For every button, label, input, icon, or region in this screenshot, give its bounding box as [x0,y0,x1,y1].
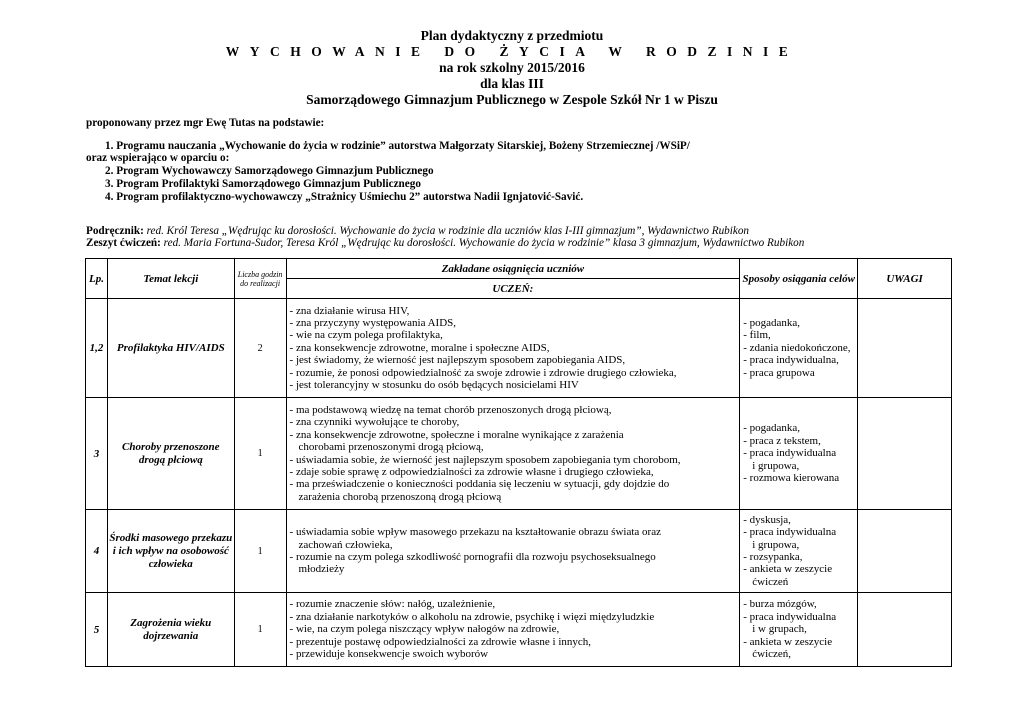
goal-item: - jest tolerancyjny w stosunku do osób będących nosicielami HIV [289,379,579,392]
method-item: - praca indywidualna, [743,354,839,367]
method-item: - praca indywidualna [743,526,837,539]
goal-item: - zna konsekwencje zdrowotne, społeczne i moralne wynikające z zarażenia [289,428,624,441]
goal-item: zachowań człowieka, [298,538,393,551]
row-notes [858,510,952,593]
intro-program-3: 3. Program Profilaktyki Samorządowego Gimnazjum Publicznego [105,177,421,190]
textbook-label: Podręcznik: [86,225,144,237]
intro-program-1: 1. Programu nauczania „Wychowanie do życia w rodzinie” autorstwa Małgorzaty Sitarskiej, Bożeny Strzemiecznej /WSiP/ [105,139,690,152]
row-hours: 1 [234,398,286,510]
row-goals [286,510,740,593]
goal-item: chorobami przenoszonymi drogą płciową, [298,441,484,454]
row-hours: 1 [234,593,286,667]
method-item: - pogadanka, [743,422,801,435]
method-item: - praca z tekstem, [743,434,821,447]
row-goals [286,299,740,398]
textbook-text: red. Król Teresa „Wędrując ku dorosłości. Wychowanie do życia w rodzinie dla uczniów klas I-III gimnazjum”, Wydawnictwo Rubikon [143,225,750,237]
row-topic: Środki masowego przekazu i ich wpływ na osobowość człowieka [107,510,234,593]
table-row [86,299,952,398]
goal-item: - zdaje sobie sprawę z odpowiedzialności za zdrowie własne i drugiego człowieka, [289,465,654,478]
goal-item: - rozumie znaczenie słów: nałóg, uzależnienie, [289,598,496,611]
goal-item: - zna konsekwencje zdrowotne, moralne i społeczne AIDS, [289,341,550,354]
intro-proposed: proponowany przez mgr Ewę Tutas na podstawie: [86,117,325,129]
method-item: - burza mózgów, [743,598,817,611]
col-header-notes: UWAGI [858,259,952,299]
method-item: ćwiczeń, [752,648,792,661]
row-notes [858,299,952,398]
row-methods [740,593,858,667]
workbook-line [86,237,1006,249]
row-methods [740,299,858,398]
method-item: - zdania niedokończone, [743,341,851,354]
method-item: - praca grupowa [743,366,815,379]
goal-item: zarażenia chorobą przenoszoną drogą płciową [298,490,502,503]
method-item: - rozsypanka, [743,551,803,563]
header-school: Samorządowego Gimnazjum Publicznego w Zespole Szkół Nr 1 w Piszu [306,92,718,107]
col-header-methods: Sposoby osiągania celów [740,259,858,299]
method-item: - pogadanka, [743,316,801,329]
intro-support: oraz wspierająco w oparciu o: [86,152,230,165]
goal-item: - wie na czym polega profilaktyka, [289,329,443,342]
method-item: i w grupach, [752,623,807,636]
method-item: - film, [743,329,771,342]
goal-item: - zna działanie wirusa HIV, [289,304,410,317]
method-item: - dyskusja, [743,513,791,526]
row-goals [286,398,740,510]
goal-item: młodzieży [298,563,345,576]
references [86,225,1006,250]
intro-section [86,117,986,203]
workbook-label: Zeszyt ćwiczeń: [86,237,161,250]
row-notes [858,398,952,510]
goal-item: - ma podstawową wiedzę na temat chorób przenoszonych drogą płciową, [289,403,612,416]
col-header-hours: Liczba godzin do realizacji [234,259,286,299]
goal-item: - przewiduje konsekwencje swoich wyborów [289,648,489,661]
header-class: dla klas III [480,76,544,91]
method-item: i grupowa, [752,538,800,551]
goal-item: - zna działanie narkotyków o alkoholu na zdrowie, psychikę i więzi międzyludzkie [289,610,655,623]
goal-item: - prezentuje postawę odpowiedzialności za zdrowie własne i innych, [289,635,592,648]
row-methods [740,398,858,510]
goal-item: - uświadamia sobie wpływ masowego przekazu na kształtowanie obrazu świata oraz [289,526,661,539]
row-lp: 4 [86,510,108,593]
header-subject: WYCHOWANIE DO ŻYCIA W RODZINIE [225,44,799,59]
intro-program-4: 4. Program profilaktyczno-wychowawczy „Strażnicy Uśmiechu 2” autorstwa Nadii Ignjatović-Savić. [105,190,584,203]
row-hours: 2 [234,299,286,398]
method-item: - ankieta w zeszycie [743,563,833,576]
workbook-text: red. Maria Fortuna-Sudor, Teresa Król „Wędrując ku dorosłości. Wychowanie do życia w rodzinie” klasa 3 gimnazjum, Wydawnictwo Rubikon [160,237,805,250]
col-header-goals: Zakładane osiągnięcia uczniów [286,259,740,279]
col-header-topic: Temat lekcji [107,259,234,299]
document-header [0,0,1024,108]
intro-program-2: 2. Program Wychowawczy Samorządowego Gimnazjum Publicznego [105,165,434,178]
method-item: - praca indywidualna [743,447,837,460]
header-school-year: na rok szkolny 2015/2016 [439,60,585,75]
goal-item: - zna przyczyny występowania AIDS, [289,316,457,329]
goal-item: - rozumie na czym polega szkodliwość pornografii dla rozwoju psychoseksualnego [289,551,656,563]
row-goals [286,593,740,667]
row-topic: Choroby przenoszone drogą płciową [107,398,234,510]
goal-item: - uświadamia sobie, że wierność jest najlepszym sposobem zapobiegania tym chorobom, [289,453,681,466]
row-lp: 3 [86,398,108,510]
goal-item: - ma przeświadczenie o konieczności poddania się leczeniu w sytuacji, gdy dojdzie do [289,478,670,491]
row-hours: 1 [234,510,286,593]
goal-item: - jest świadomy, że wierność jest najlepszym sposobem zapobiegania AIDS, [289,354,626,367]
method-item: - praca indywidualna [743,610,837,623]
goal-item: - wie, na czym polega niszczący wpływ nałogów na zdrowie, [289,623,560,636]
row-topic: Profilaktyka HIV/AIDS [107,299,234,398]
col-header-student: UCZEŃ: [286,279,740,299]
header-title: Plan dydaktyczny z przedmiotu [420,28,604,43]
table-row [86,593,952,667]
row-lp: 1,2 [86,299,108,398]
row-notes [858,593,952,667]
method-item: - rozmowa kierowana [743,472,840,485]
table-row [86,510,952,593]
method-item: - ankieta w zeszycie [743,635,833,648]
table-row [86,398,952,510]
row-methods [740,510,858,593]
col-header-lp: Lp. [86,259,108,299]
textbook-line [86,225,1006,237]
method-item: ćwiczeń [752,575,789,588]
goal-item: - rozumie, że ponosi odpowiedzialność za swoje zdrowie i zdrowie drugiego człowieka, [289,366,677,379]
row-topic: Zagrożenia wieku dojrzewania [107,593,234,667]
goal-item: - zna czynniki wywołujące te choroby, [289,416,460,429]
row-lp: 5 [86,593,108,667]
lesson-plan-table [85,258,952,667]
method-item: i grupowa, [752,459,800,472]
